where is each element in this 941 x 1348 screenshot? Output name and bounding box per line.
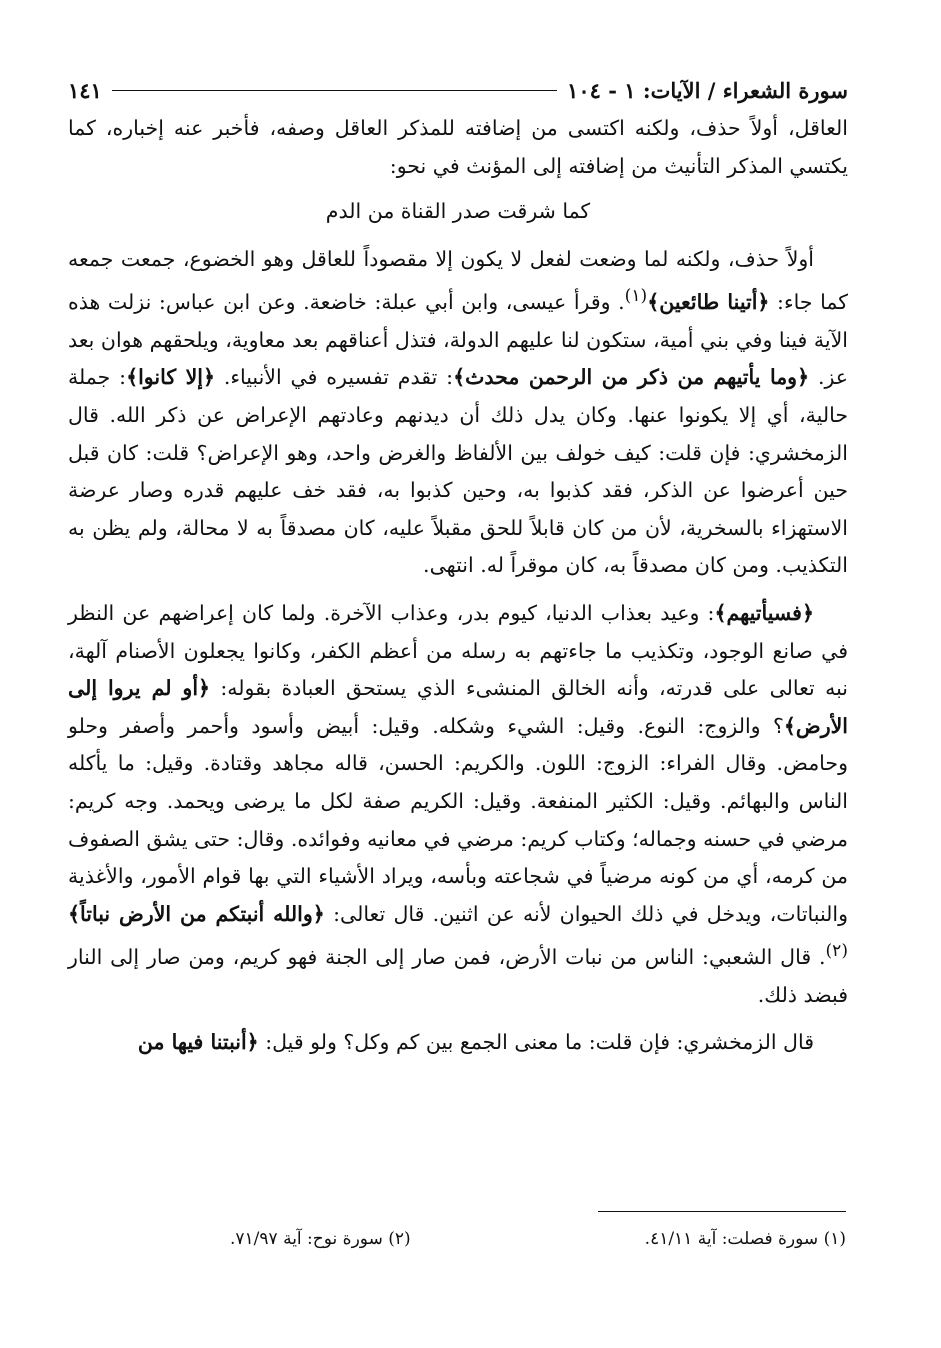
footnote-rule	[598, 1211, 846, 1212]
footnote-marker: (٢)	[825, 941, 848, 962]
verse-text: كما شرقت صدر القناة من الدم	[325, 199, 591, 224]
paragraph-4	[68, 1024, 848, 1062]
paragraph-2-part-d: : جملة حالية، أي إلا يكونوا عنها. وكان يدل ذلك أن ديدنهم وعادتهم الإعراض عن ذكر الله. قال الزمخشري: فإن قلت: كيف خولف بين الألفاظ والغرض واحد، وهو الإعراض؟ قلت: كان قبل حين أعرضوا عن الذكر، فقد كذبوا به، وحين كذبوا به، فقد خف عليهم قدره وصار عرضة الاستهزاء بالسخرية، لأن من كان قابلاً للحق مقبلاً عليه، كان مصدقاً به لا محالة، ولم يظن به التكذيب. ومن كان مصدقاً به، كان موقراً له. انتهى.	[68, 365, 848, 578]
page-header	[68, 70, 848, 110]
paragraph-3-part-c: . قال الشعبي: الناس من نبات الأرض، فمن صار إلى الجنة فهو كريم، ومن صار إلى النار فبضد ذلك.	[68, 945, 848, 1007]
footnotes	[230, 1226, 846, 1252]
quran-quote: ﴿أتينا طائعين﴾	[647, 290, 770, 315]
quran-quote: ﴿أو لم يروا إلى الأرض﴾	[68, 676, 848, 738]
paragraph-2	[68, 241, 848, 585]
paragraph-2-part-b: . وقرأ عيسى، وابن أبي عبلة: خاضعة. وعن ابن عباس: نزلت هذه الآية فينا وفي بني أمية، ستكون لنا عليهم الدولة، فتذل أعناقهم بعد معاوية، ويلحقهم هوان بعد عز.	[68, 290, 849, 390]
paragraph-1	[68, 110, 848, 185]
paragraph-3	[68, 595, 848, 1014]
paragraph-3-part-b: ؟ والزوج: النوع. وقيل: الشيء وشكله. وقيل: أبيض وأسود وأحمر وأصفر وحلو وحامض. وقال الفراء: الزوج: اللون. والكريم: الحسن، قاله مجاهد وقتادة. وقيل: ما يأكله الناس والبهائم. وقيل: الكثير المنفعة. وقيل: الكريم صفة لكل ما يرضى ويحمد. وجه كريم: مرضي في حسنه وجماله؛ وكتاب كريم: مرضي في معانيه وفوائده. وقال: حتى يشق الصفوف من كرمه، أي من كونه مرضياً في شجاعته وبأسه، ويراد الأشياء التي بها قوام الأمور، والأغذية والنباتات، ويدخل في ذلك الحيوان لأنه عن اثنين. قال تعالى:	[68, 713, 848, 926]
quran-quote: ﴿وما يأتيهم من ذكر من الرحمن محدث﴾	[453, 365, 810, 390]
paragraph-2-part-c: : تقدم تفسيره في الأنبياء.	[214, 365, 454, 390]
paragraph-3-part-a: : وعيد بعذاب الدنيا، كيوم بدر، وعذاب الآخرة. ولما كان إعراضهم عن النظر في صانع الوجود، وتكذيب ما جاءتهم به رسله من أعظم الكفر، وكانوا يجعلون الأصنام آلهة، نبه تعالى على قدرته، وأنه الخالق المنشىء الذي يستحق العبادة بقوله:	[68, 600, 848, 701]
paragraph-4-part-a: قال الزمخشري: فإن قلت: ما معنى الجمع بين كم وكل؟ ولو قيل:	[258, 1030, 814, 1055]
footnote-2: (٢) سورة نوح: آية ٧١/٩٧.	[230, 1229, 411, 1249]
running-title: سورة الشعراء / الآيات: ١ - ١٠٤	[567, 77, 848, 103]
footnote-marker: (١)	[624, 286, 648, 307]
quran-quote: ﴿فسيأتيهم﴾	[714, 600, 814, 625]
body-text	[68, 110, 848, 1062]
page-number: ١٤١	[68, 77, 102, 103]
verse-line	[68, 193, 848, 231]
paragraph-1-text: العاقل، أولاً حذف، ولكنه اكتسى من إضافته للمذكر العاقل وصفه، فأخبر عنه إخباره، كما يكتسي المذكر التأنيث من إضافته إلى المؤنث في نحو:	[68, 116, 848, 178]
quran-quote: ﴿والله أنبتكم من الأرض نباتاً﴾	[68, 901, 325, 926]
paragraph-2-part-a: أولاً حذف، ولكنه لما وضعت لفعل لا يكون إلا مقصوداً للعاقل وهو الخضوع، جمعت جمعه كما جاء:	[68, 246, 848, 315]
quran-quote: ﴿أنبتنا فيها من	[137, 1030, 259, 1055]
header-rule	[112, 90, 557, 91]
footnote-1: (١) سورة فصلت: آية ٤١/١١.	[644, 1229, 846, 1249]
quran-quote: ﴿إلا كانوا﴾	[126, 365, 215, 390]
document-page	[68, 70, 848, 1062]
